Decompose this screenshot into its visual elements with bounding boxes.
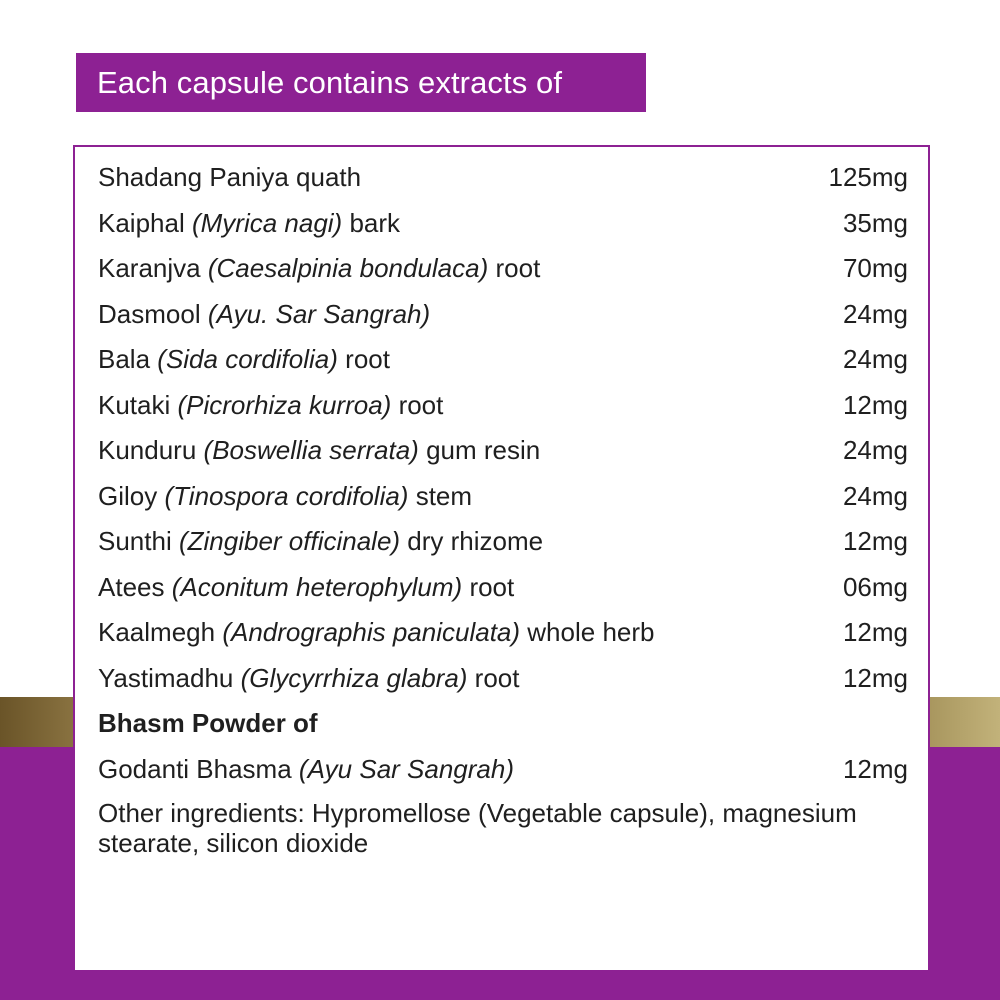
ingredient-name	[98, 162, 361, 193]
ingredient-name	[98, 208, 400, 239]
ingredient-name	[98, 617, 654, 648]
ingredient-name	[98, 572, 514, 603]
ingredient-dose: 70mg	[842, 253, 908, 284]
ingredient-row	[98, 565, 908, 611]
ingredient-latin-name: (Tinospora cordifolia)	[164, 480, 409, 511]
ingredient-row	[98, 747, 908, 793]
ingredient-dose: 35mg	[842, 207, 908, 238]
ingredient-plant-part: root	[345, 344, 390, 375]
ingredient-latin-name: (Boswellia serrata)	[203, 435, 419, 466]
ingredient-common-name: Yastimadhu	[98, 662, 234, 693]
ingredient-name	[98, 754, 514, 785]
ingredient-latin-name: (Zingiber officinale)	[178, 526, 401, 557]
ingredient-dose: 12mg	[842, 617, 908, 648]
ingredient-latin-name: (Andrographis paniculata)	[222, 617, 521, 648]
ingredient-row	[98, 383, 908, 429]
bhasm-heading: Bhasm Powder of	[98, 708, 318, 739]
ingredient-latin-name: (Myrica nagi)	[191, 207, 343, 238]
ingredient-plant-part: gum resin	[426, 435, 541, 466]
ingredient-dose: 06mg	[842, 571, 908, 602]
ingredient-latin-name: (Caesalpinia bondulaca)	[207, 253, 489, 284]
ingredient-latin-name: (Ayu Sar Sangrah)	[298, 753, 515, 784]
ingredient-plant-part: whole herb	[527, 617, 655, 648]
ingredient-name	[98, 344, 390, 375]
ingredient-name	[98, 526, 543, 557]
ingredient-common-name: Sunthi	[98, 526, 172, 557]
ingredient-plant-part: root	[474, 662, 520, 693]
gold-band-left	[0, 697, 76, 747]
ingredient-dose: 24mg	[842, 480, 908, 511]
ingredient-dose: 12mg	[842, 753, 908, 784]
ingredient-common-name: Kutaki	[98, 389, 171, 420]
ingredient-common-name: Shadang Paniya quath	[98, 162, 362, 193]
ingredient-plant-part: root	[398, 389, 444, 420]
ingredient-name	[98, 253, 540, 284]
ingredient-latin-name: (Ayu. Sar Sangrah)	[207, 298, 431, 329]
ingredient-latin-name: (Picrorhiza kurroa)	[177, 389, 392, 420]
ingredient-row	[98, 474, 908, 520]
ingredient-row	[98, 656, 908, 702]
ingredient-row	[98, 155, 908, 201]
other-ingredients: Other ingredients: Hypromellose (Vegetable capsule), magnesium stearate, silicon dioxide	[98, 798, 857, 858]
ingredient-name	[98, 663, 519, 694]
ingredient-common-name: Karanjva	[98, 253, 201, 284]
ingredients-panel	[73, 145, 930, 972]
ingredient-plant-part: stem	[415, 480, 473, 511]
ingredient-latin-name: (Sida cordifolia)	[157, 344, 338, 375]
ingredient-row	[98, 246, 908, 292]
ingredient-dose: 24mg	[842, 298, 908, 329]
ingredient-row	[98, 610, 908, 656]
ingredient-row	[98, 292, 908, 338]
ingredient-common-name: Dasmool	[98, 298, 201, 329]
ingredient-common-name: Godanti Bhasma	[98, 753, 292, 784]
ingredient-dose: 24mg	[842, 435, 908, 466]
ingredient-name	[98, 481, 472, 512]
ingredient-common-name: Atees	[98, 571, 165, 602]
ingredient-latin-name: (Aconitum heterophylum)	[171, 571, 463, 602]
ingredients-list	[98, 155, 908, 858]
ingredient-dose: 125mg	[828, 162, 908, 193]
ingredient-latin-name: (Glycyrrhiza glabra)	[240, 662, 468, 693]
ingredient-dose: 24mg	[842, 344, 908, 375]
gold-band-right	[928, 697, 1000, 747]
bhasm-rows	[98, 747, 908, 793]
ingredient-common-name: Kaalmegh	[98, 617, 216, 648]
ingredient-common-name: Giloy	[98, 480, 158, 511]
ingredient-dose: 12mg	[842, 526, 908, 557]
ingredient-row	[98, 201, 908, 247]
ingredient-row	[98, 519, 908, 565]
ingredient-plant-part: root	[495, 253, 541, 284]
ingredient-plant-part: dry rhizome	[407, 526, 544, 557]
extract-rows	[98, 155, 908, 701]
ingredient-name	[98, 435, 540, 466]
ingredient-dose: 12mg	[842, 389, 908, 420]
ingredient-name	[98, 299, 430, 330]
ingredient-name	[98, 390, 443, 421]
header-banner: Each capsule contains extracts of	[76, 53, 646, 112]
ingredient-row	[98, 337, 908, 383]
ingredient-dose: 12mg	[842, 662, 908, 693]
ingredient-plant-part: root	[469, 571, 515, 602]
ingredient-plant-part: bark	[349, 207, 401, 238]
ingredient-common-name: Kaiphal	[98, 207, 185, 238]
ingredient-common-name: Bala	[98, 344, 151, 375]
ingredient-common-name: Kunduru	[98, 435, 197, 466]
ingredient-row	[98, 428, 908, 474]
